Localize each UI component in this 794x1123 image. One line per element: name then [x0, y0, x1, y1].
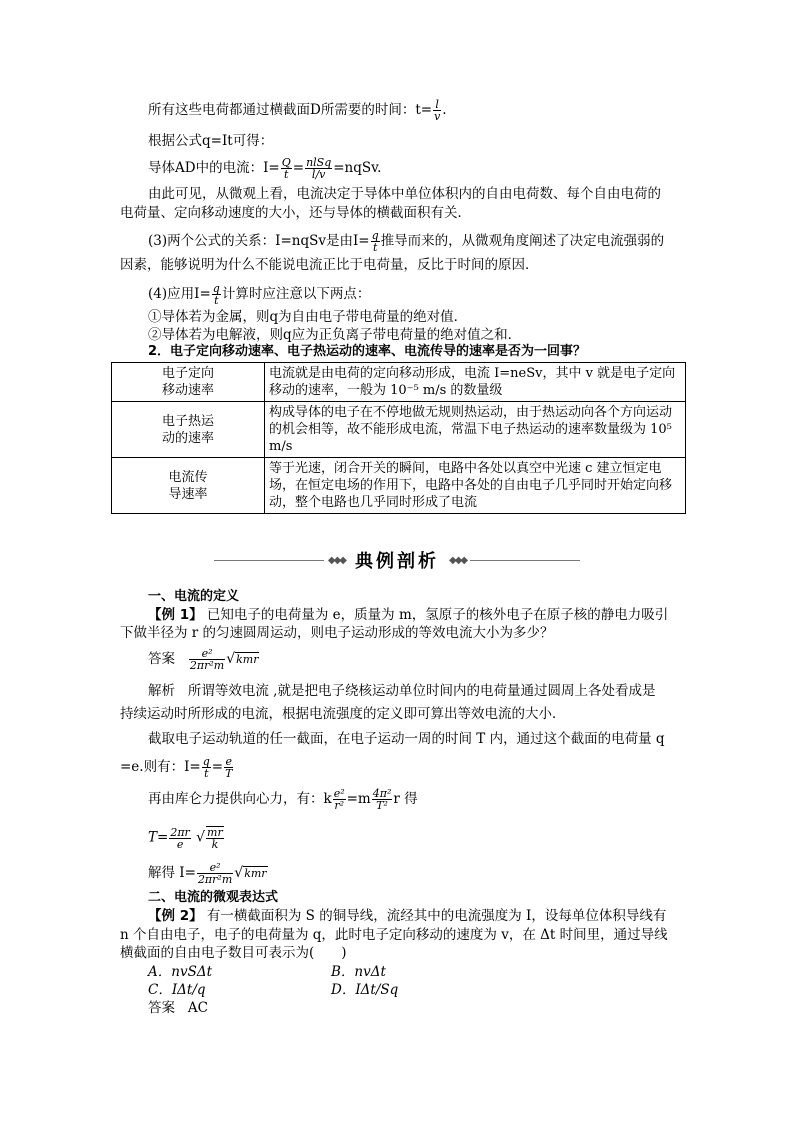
analysis-line-1: 解析 所谓等效电流 ,就是把电子绕核运动单位时间内的电荷量通过圆周上各处看成是	[148, 683, 656, 699]
conclusion-line-2: 电荷量、定向移动速度的大小，还与导体的横截面积有关．	[120, 205, 471, 221]
e-over-T-fraction: $\frac{e}{T}$	[225, 755, 233, 780]
relation-line-1: (3)两个公式的关系：I=nqSv是由I= $\frac{q}{t}$ 推导而来的，从微观角度阐述了决定电流强弱的	[148, 229, 665, 254]
time-formula-line: 所有这些电荷都通过横截面D所需要的时间：t= $\frac{l}{v}$ .	[148, 98, 447, 123]
sqrt-icon: √	[234, 865, 244, 881]
sqrt-icon: √	[196, 829, 206, 846]
analysis-line-2: 持续运动时所形成的电流，根据电流强度的定义即可算出等效电流的大小．	[120, 706, 566, 722]
option-c[interactable]: C．IΔt/q	[148, 982, 206, 998]
example-2-line-2: n 个自由电子，电子的电荷量为 q，此时电子定向移动的速度为 v，在 Δt 时间里，通过导线	[120, 927, 668, 943]
example-2-line-1: 【例 2】 有一横截面积为 S 的铜导线，流经其中的电流强度为 I，设每单位体积导线有	[148, 908, 667, 924]
current-formula-line: 导体AD中的电流：I= $\frac{Q}{t}$ = $\frac{\text{nlSq}}{l/v}$ =nqSv.	[148, 156, 382, 181]
coulomb-line: 再由库仑力提供向心力，有：k $\frac{\text{e²}}{\text{r²}}$ =m $\frac{\text{4π²}}{\text{T²}}$ r 得	[148, 787, 418, 812]
option-a[interactable]: A．nvSΔt	[148, 964, 212, 980]
option-d[interactable]: D．IΔt/Sq	[331, 982, 399, 998]
relation-line-2: 因素，能够说明为什么不能说电流正比于电荷量，反比于时间的原因．	[120, 257, 539, 273]
q-over-t-fraction: $\frac{Q}{t}$	[281, 156, 291, 181]
example-1-line-2: 下做半径为 r 的匀速圆周运动，则电子运动形成的等效电流大小为多少？	[120, 625, 554, 641]
l-over-v-fraction: $\frac{l}{v}$	[434, 98, 441, 123]
answer-2: 答案 AC	[148, 1000, 208, 1016]
4pi2-over-T2-fraction: $\frac{\text{4π²}}{\text{T²}}$	[372, 787, 392, 812]
nlsq-fraction: $\frac{\text{nlSq}}{l/v}$	[306, 156, 332, 181]
question-2-heading: 2．电子定向移动速率、电子热运动的速率、电流传导的速率是否为一回事？	[148, 344, 587, 359]
q-over-t-fraction: $\frac{q}{t}$	[212, 282, 220, 307]
section-title: ◆◆◆ 典例剖析 ◆◆◆	[0, 547, 794, 569]
row-description: 等于光速，闭合开关的瞬间，电路中各处以真空中光速 c 建立恒定电场，在恒定电场的作用下，电路中各处的自由电子几乎同时开始定向移动，整个电路也几乎同时形成了电流	[265, 458, 686, 514]
q-over-t-fraction: $\frac{q}{t}$	[371, 229, 379, 254]
row-description: 构成导体的电子在不停地做无规则热运动，由于热运动向各个方向运动的机会相等，故不能形成电流，常温下电子热运动的速率数量级为 10⁵ m/s	[265, 402, 686, 458]
mr-over-k-fraction: $\frac{mr}{k}$	[207, 826, 223, 851]
q-over-t-fraction: $\frac{q}{t}$	[202, 755, 210, 780]
cut-line-2: =e.则有：I= $\frac{q}{t}$ = $\frac{e}{T}$	[120, 755, 233, 780]
row-description: 电流就是由电荷的定向移动形成，电流 I=neSv，其中 v 就是电子定向移动的速率，一般为 10⁻⁵ m/s 的数量级	[265, 363, 686, 402]
note-metal: ①导体若为金属，则q为自由电子带电荷量的绝对值．	[148, 309, 468, 325]
example-1-line-1: 【例 1】 已知电子的电荷量为 e，质量为 m，氢原子的核外电子在原子核的静电力吸引	[148, 607, 669, 623]
application-line: (4)应用I= $\frac{q}{t}$ 计算时应注意以下两点：	[148, 282, 371, 307]
section-2-heading: 二、电流的微观表达式	[148, 890, 279, 905]
option-b[interactable]: B．nvΔt	[331, 964, 386, 980]
answer-fraction: $\frac{\text{e²}}{\text{2πr²m}}$	[189, 647, 225, 672]
divider	[470, 560, 580, 561]
section-1-heading: 一、电流的定义	[148, 589, 240, 604]
time-formula-text: 所有这些电荷都通过横截面D所需要的时间：t=	[148, 102, 433, 118]
solution-fraction: $\frac{\text{e²}}{\text{2πr²m}}$	[197, 861, 233, 886]
e2-over-r2-fraction: $\frac{\text{e²}}{\text{r²}}$	[333, 787, 345, 812]
formula-ref-line: 根据公式q=It可得：	[148, 133, 274, 149]
table-row	[112, 458, 686, 514]
2pir-over-e-fraction: $\frac{2\pi r}{e}$	[170, 825, 190, 851]
table-row	[112, 363, 686, 402]
table-row	[112, 402, 686, 458]
divider	[214, 560, 324, 561]
row-header: 电流传 导速率	[112, 458, 265, 514]
conclusion-line-1: 由此可见，从微观上看，电流决定于导体中单位体积内的自由电荷数、每个自由电荷的	[148, 186, 661, 202]
note-electrolyte: ②导体若为电解液，则q应为正负离子带电荷量的绝对值之和．	[148, 327, 522, 343]
period-formula: T= $\frac{2\pi r}{e}$ √ $\frac{mr}{k}$	[148, 825, 223, 851]
cut-line-1: 截取电子运动轨道的任一截面，在电子运动一周的时间 T 内，通过这个截面的电荷量 q	[148, 731, 665, 747]
example-2-line-3: 横截面的自由电子数目可表示为( )	[120, 945, 347, 961]
diamond-ornament-icon: ◆◆◆	[327, 554, 345, 566]
diamond-ornament-icon: ◆◆◆	[449, 554, 467, 566]
velocity-comparison-table	[111, 362, 686, 514]
row-header: 电子定向 移动速率	[112, 363, 265, 402]
solution-line: 解得 I= $\frac{\text{e²}}{\text{2πr²m}}$ √kmr	[148, 861, 267, 886]
sqrt-icon: √	[226, 651, 236, 667]
row-header: 电子热运 动的速率	[112, 402, 265, 458]
answer-1: 答案 $\frac{\text{e²}}{\text{2πr²m}}$ √kmr	[148, 647, 259, 672]
